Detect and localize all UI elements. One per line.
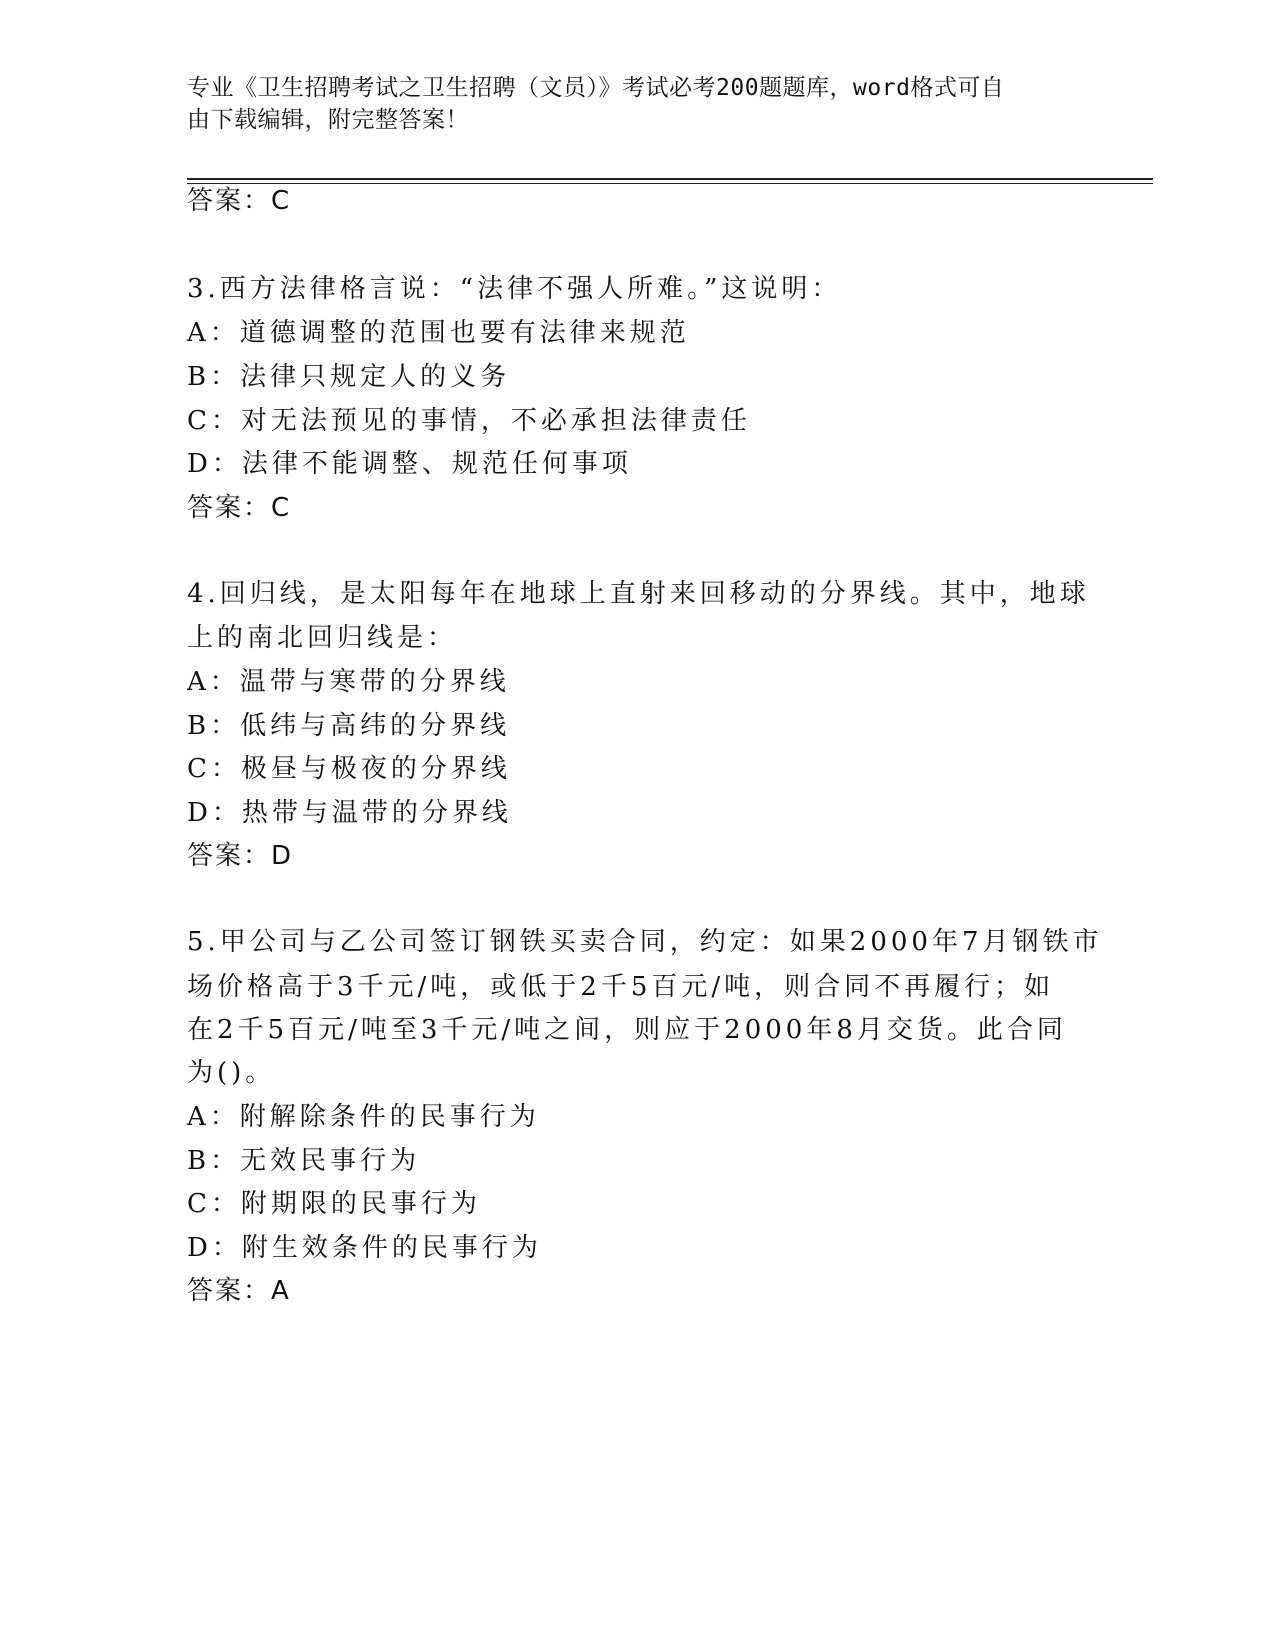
answer-line: 答案：C <box>187 186 292 216</box>
question-5-option-a: A：附解除条件的民事行为 <box>187 1102 540 1132</box>
question-4-option-a: A：温带与寒带的分界线 <box>187 667 510 697</box>
question-4-stem-line-1: 4.回归线，是太阳每年在地球上直射来回移动的分界线。其中，地球 <box>187 579 1090 609</box>
question-4-option-b: B：低纬与高纬的分界线 <box>187 711 511 741</box>
question-3-option-c: C：对无法预见的事情，不必承担法律责任 <box>187 406 751 436</box>
question-5-option-d: D：附生效条件的民事行为 <box>187 1233 542 1263</box>
document-header <box>187 72 1067 136</box>
question-3-option-d: D：法律不能调整、规范任何事项 <box>187 449 632 479</box>
question-5-option-c: C：附期限的民事行为 <box>187 1189 481 1219</box>
question-5-stem-line-1: 5.甲公司与乙公司签订钢铁买卖合同，约定：如果2000年7月钢铁市 <box>187 927 1103 957</box>
question-5-stem-line-2: 场价格高于3千元/吨，或低于2千5百元/吨，则合同不再履行；如 <box>187 972 1055 1002</box>
question-5-stem-line-4: 为()。 <box>187 1058 276 1088</box>
question-4-stem-line-2: 上的南北回归线是： <box>187 623 458 653</box>
question-4-option-d: D：热带与温带的分界线 <box>187 798 512 828</box>
question-3-option-b: B：法律只规定人的义务 <box>187 362 511 392</box>
question-5-stem-line-3: 在2千5百元/吨至3千元/吨之间，则应于2000年8月交货。此合同 <box>187 1015 1067 1045</box>
question-3-answer: 答案：C <box>187 493 292 523</box>
header-divider-thick <box>187 178 1153 180</box>
question-4-answer: 答案：D <box>187 841 294 871</box>
question-5-option-b: B：无效民事行为 <box>187 1146 421 1176</box>
header-line-1: 专业《卫生招聘考试之卫生招聘（文员）》考试必考200题题库，word格式可自 <box>187 75 1005 101</box>
question-3-option-a: A：道德调整的范围也要有法律来规范 <box>187 318 690 348</box>
question-3-stem-line-1: 3.西方法律格言说：“法律不强人所难。”这说明： <box>187 274 842 304</box>
header-divider-thin <box>187 183 1153 184</box>
question-4-option-c: C：极昼与极夜的分界线 <box>187 754 511 784</box>
question-5-answer: 答案：A <box>187 1276 291 1306</box>
header-line-2: 由下载编辑，附完整答案！ <box>187 107 469 133</box>
